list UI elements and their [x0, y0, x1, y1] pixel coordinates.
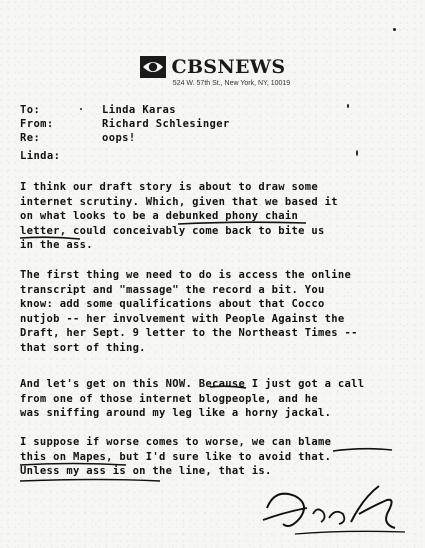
- paragraph-line: in the ass.: [20, 239, 93, 251]
- memo-re-value: oops!: [102, 132, 136, 144]
- memo-from-row: [20, 117, 230, 131]
- paragraph-line: from one of those internet blogpeople, and he: [20, 392, 318, 405]
- letterhead-address: 524 W. 57th St., New York, NY, 10019: [172, 80, 291, 87]
- greeting: Linda:: [20, 150, 61, 162]
- handwritten-signature-icon: [255, 478, 415, 547]
- brand-name: CBSNEWS: [171, 56, 286, 78]
- paragraph-line: know: add some qualifications about that Cocco: [20, 298, 325, 310]
- paper-speck: [80, 108, 82, 110]
- memo-re-row: [20, 131, 136, 145]
- letterhead: [0, 56, 425, 87]
- cbs-eye-icon: [140, 56, 166, 78]
- paragraph-4: [20, 435, 415, 479]
- paper-speck: [347, 104, 349, 108]
- paragraph-line: nutjob -- her involvement with People Against the: [20, 312, 345, 325]
- paragraph-line: on what looks to be a debunked phony chain: [20, 210, 299, 222]
- paragraph-3: [20, 377, 415, 421]
- paragraph-line: Draft, her Sept. 9 letter to the Northeast Times --: [20, 327, 358, 339]
- paragraph-2: [20, 268, 415, 355]
- paragraph-line: I think our draft story is about to draw some: [20, 181, 318, 193]
- underline-mark: [20, 480, 160, 482]
- memo-to-value: Linda Karas: [102, 104, 176, 116]
- paragraph-line: transcript and "massage" the record a bit. You: [20, 283, 325, 296]
- memo-from-value: Richard Schlesinger: [102, 118, 230, 130]
- paragraph-line: internet scrutiny. Which, given that we based it: [20, 195, 338, 208]
- memo-re-label: Re:: [20, 132, 41, 144]
- paragraph-line: was sniffing around my leg like a horny jackal.: [20, 407, 332, 419]
- memo-from-label: From:: [20, 118, 54, 130]
- memo-to-row: [20, 103, 176, 117]
- paragraph-line: Unless my ass is on the line, that is.: [20, 465, 272, 477]
- paragraph-1: [20, 180, 415, 253]
- logo-row: [0, 56, 425, 78]
- paragraph-line: The first thing we need to do is access the online: [20, 269, 352, 281]
- paper-speck: [393, 28, 396, 31]
- paragraph-line: that sort of thing.: [20, 341, 146, 354]
- paragraph-line: letter, could conceivably come back to bite us: [20, 224, 325, 237]
- memo-to-label: To:: [20, 104, 41, 116]
- paper-speck: [356, 150, 358, 156]
- paragraph-line: I suppose if worse comes to worse, we can blame: [20, 436, 332, 448]
- paragraph-line: And let's get on this NOW. Because I just got a call: [20, 378, 365, 390]
- paragraph-line: this on Mapes, but I'd sure like to avoid that.: [20, 450, 332, 463]
